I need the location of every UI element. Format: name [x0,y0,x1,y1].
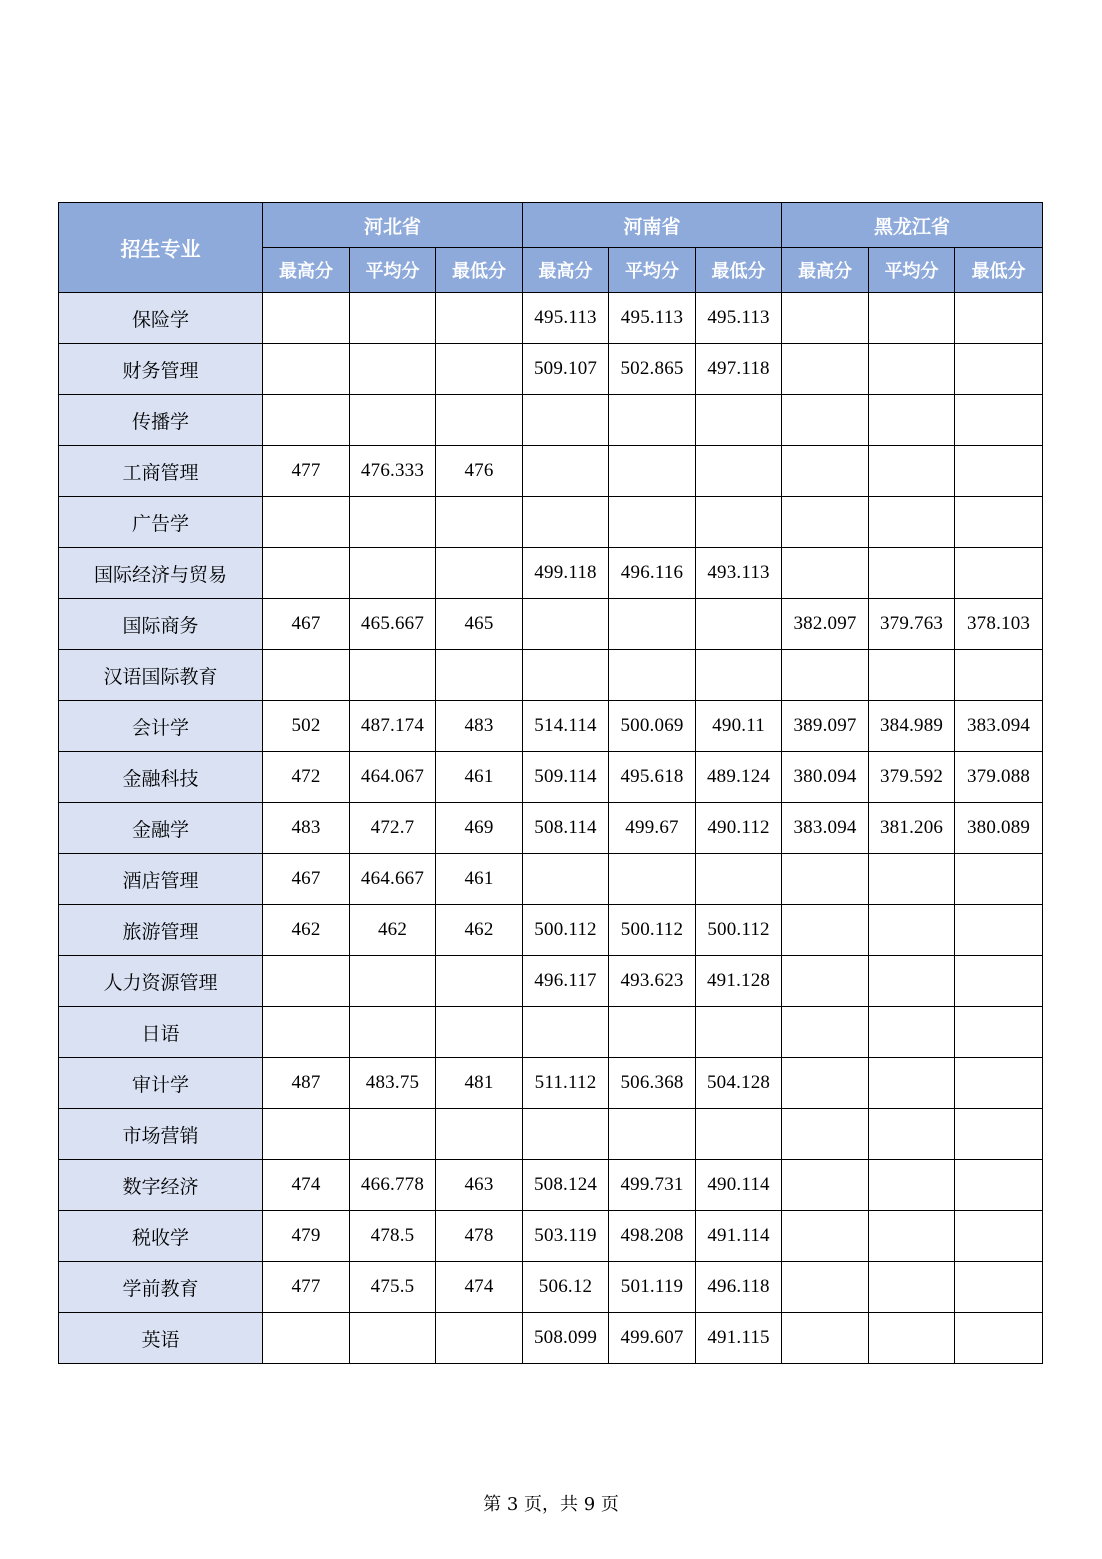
score-cell [955,650,1043,701]
score-cell [782,1058,869,1109]
score-cell [955,497,1043,548]
table-row [59,1109,1043,1160]
metric-header-avg: 平均分 [609,248,696,293]
score-cell [869,1211,955,1262]
score-cell [696,1109,782,1160]
score-cell: 502 [263,701,350,752]
major-name-cell: 金融学 [59,803,263,854]
score-cell [609,446,696,497]
table-row [59,956,1043,1007]
metric-header-max: 最高分 [782,248,869,293]
score-cell: 499.118 [523,548,609,599]
major-name-cell: 金融科技 [59,752,263,803]
score-cell: 506.368 [609,1058,696,1109]
score-cell [609,650,696,701]
table-row [59,344,1043,395]
table-row [59,395,1043,446]
score-cell: 479 [263,1211,350,1262]
score-cell [436,395,523,446]
score-cell [869,1160,955,1211]
score-cell [350,293,436,344]
score-cell: 474 [436,1262,523,1313]
major-name-cell: 财务管理 [59,344,263,395]
score-cell: 501.119 [609,1262,696,1313]
score-cell [609,395,696,446]
score-cell [696,650,782,701]
score-cell [263,395,350,446]
score-cell: 474 [263,1160,350,1211]
score-cell [782,548,869,599]
score-cell: 508.114 [523,803,609,854]
score-cell: 379.763 [869,599,955,650]
score-cell: 495.113 [696,293,782,344]
score-cell [350,497,436,548]
score-cell: 495.113 [609,293,696,344]
major-name-cell: 市场营销 [59,1109,263,1160]
score-cell: 462 [350,905,436,956]
score-cell [696,446,782,497]
major-name-cell: 日语 [59,1007,263,1058]
score-cell [869,1058,955,1109]
score-cell: 477 [263,446,350,497]
score-cell [869,1109,955,1160]
score-cell [955,446,1043,497]
score-cell: 487.174 [350,701,436,752]
table-row [59,854,1043,905]
major-name-cell: 会计学 [59,701,263,752]
score-cell [955,1109,1043,1160]
score-cell: 509.114 [523,752,609,803]
table-row [59,1160,1043,1211]
score-cell: 475.5 [350,1262,436,1313]
score-cell [782,650,869,701]
score-cell [955,854,1043,905]
score-cell [782,344,869,395]
score-cell [523,1109,609,1160]
score-cell: 466.778 [350,1160,436,1211]
score-cell [523,650,609,701]
score-cell: 461 [436,854,523,905]
score-cell [955,293,1043,344]
score-cell [955,1211,1043,1262]
score-cell: 511.112 [523,1058,609,1109]
score-cell: 514.114 [523,701,609,752]
score-cell: 487 [263,1058,350,1109]
score-cell [263,497,350,548]
metric-header-min: 最低分 [955,248,1043,293]
score-cell: 493.113 [696,548,782,599]
score-cell: 495.113 [523,293,609,344]
score-cell [869,1007,955,1058]
score-cell: 489.124 [696,752,782,803]
score-cell [436,1313,523,1364]
page-number-footer: 第 3 页，共 9 页 [483,1494,619,1515]
score-cell [523,1007,609,1058]
score-cell: 383.094 [782,803,869,854]
score-cell: 496.118 [696,1262,782,1313]
score-cell [263,293,350,344]
score-cell: 495.618 [609,752,696,803]
table-row [59,1211,1043,1262]
major-name-cell: 旅游管理 [59,905,263,956]
score-cell: 476 [436,446,523,497]
score-cell: 490.11 [696,701,782,752]
score-cell [955,395,1043,446]
score-cell: 500.069 [609,701,696,752]
score-cell [436,548,523,599]
major-name-cell: 汉语国际教育 [59,650,263,701]
major-name-cell: 学前教育 [59,1262,263,1313]
table-body [59,293,1043,1364]
score-cell [955,1262,1043,1313]
score-cell [955,548,1043,599]
score-cell: 476.333 [350,446,436,497]
score-cell [263,344,350,395]
score-cell: 465.667 [350,599,436,650]
score-cell: 461 [436,752,523,803]
score-cell [782,854,869,905]
major-name-cell: 工商管理 [59,446,263,497]
score-cell: 383.094 [955,701,1043,752]
score-cell [782,1262,869,1313]
score-cell [782,293,869,344]
table-row [59,905,1043,956]
score-cell: 503.119 [523,1211,609,1262]
score-cell: 502.865 [609,344,696,395]
score-cell: 509.107 [523,344,609,395]
major-name-cell: 审计学 [59,1058,263,1109]
score-cell: 472 [263,752,350,803]
score-cell [350,1313,436,1364]
score-cell [350,344,436,395]
score-cell [869,1313,955,1364]
score-cell: 478 [436,1211,523,1262]
score-cell [782,446,869,497]
score-cell [782,497,869,548]
score-cell [263,1007,350,1058]
score-cell: 477 [263,1262,350,1313]
score-cell: 379.592 [869,752,955,803]
score-cell: 472.7 [350,803,436,854]
score-cell: 462 [263,905,350,956]
metric-header-min: 最低分 [436,248,523,293]
score-cell [436,956,523,1007]
score-cell: 508.099 [523,1313,609,1364]
major-name-cell: 传播学 [59,395,263,446]
province-header-heilongjiang: 黑龙江省 [782,203,1043,248]
score-cell: 378.103 [955,599,1043,650]
score-cell [263,1313,350,1364]
score-cell [869,956,955,1007]
score-cell [782,956,869,1007]
score-cell [523,599,609,650]
major-column-header: 招生专业 [59,203,263,293]
score-cell: 506.12 [523,1262,609,1313]
score-cell: 382.097 [782,599,869,650]
score-cell [350,1007,436,1058]
score-cell [350,395,436,446]
metric-header-avg: 平均分 [869,248,955,293]
table-row [59,548,1043,599]
score-cell [263,956,350,1007]
score-cell [955,1007,1043,1058]
score-cell [955,344,1043,395]
score-cell: 381.206 [869,803,955,854]
table-row [59,752,1043,803]
score-cell [609,854,696,905]
table-row [59,497,1043,548]
score-cell [609,1007,696,1058]
score-cell [436,1109,523,1160]
score-cell [869,293,955,344]
score-cell [782,1109,869,1160]
score-cell: 500.112 [523,905,609,956]
score-cell [609,599,696,650]
score-cell [955,1313,1043,1364]
score-cell [436,1007,523,1058]
score-cell: 483 [263,803,350,854]
score-cell [696,395,782,446]
score-cell: 481 [436,1058,523,1109]
score-cell [782,1211,869,1262]
score-cell [869,395,955,446]
score-cell: 463 [436,1160,523,1211]
score-cell: 496.117 [523,956,609,1007]
score-cell [955,1160,1043,1211]
score-cell: 389.097 [782,701,869,752]
score-cell [782,1160,869,1211]
score-cell [782,905,869,956]
score-cell [869,548,955,599]
score-cell [436,344,523,395]
table-row [59,701,1043,752]
score-cell [350,548,436,599]
score-cell [869,1262,955,1313]
score-cell [609,1109,696,1160]
score-cell [696,497,782,548]
score-cell: 462 [436,905,523,956]
score-cell: 491.114 [696,1211,782,1262]
score-cell [523,854,609,905]
score-cell: 508.124 [523,1160,609,1211]
score-cell [436,650,523,701]
score-cell [263,1109,350,1160]
score-cell [955,1058,1043,1109]
score-cell: 504.128 [696,1058,782,1109]
table-row [59,1058,1043,1109]
table-row [59,803,1043,854]
score-cell: 490.112 [696,803,782,854]
major-name-cell: 国际商务 [59,599,263,650]
header-row-provinces [59,203,1043,248]
table-row [59,599,1043,650]
score-table [58,202,1043,1364]
metric-header-min: 最低分 [696,248,782,293]
score-cell: 483 [436,701,523,752]
score-cell [696,599,782,650]
score-cell: 469 [436,803,523,854]
score-cell [263,548,350,599]
metric-header-max: 最高分 [263,248,350,293]
table-row [59,1262,1043,1313]
score-cell [869,905,955,956]
score-cell: 493.623 [609,956,696,1007]
province-header-hebei: 河北省 [263,203,523,248]
score-cell: 499.607 [609,1313,696,1364]
score-cell: 464.067 [350,752,436,803]
score-cell [436,293,523,344]
score-cell: 499.67 [609,803,696,854]
score-cell: 500.112 [609,905,696,956]
table-row [59,1313,1043,1364]
score-cell [350,1109,436,1160]
score-cell: 500.112 [696,905,782,956]
major-name-cell: 税收学 [59,1211,263,1262]
major-name-cell: 酒店管理 [59,854,263,905]
score-cell [955,956,1043,1007]
score-cell: 380.094 [782,752,869,803]
score-cell [523,446,609,497]
metric-header-max: 最高分 [523,248,609,293]
major-name-cell: 人力资源管理 [59,956,263,1007]
table-row [59,446,1043,497]
table-row [59,1007,1043,1058]
score-cell: 498.208 [609,1211,696,1262]
score-cell [696,854,782,905]
score-cell [869,854,955,905]
score-cell: 464.667 [350,854,436,905]
score-cell: 384.989 [869,701,955,752]
score-cell: 380.089 [955,803,1043,854]
score-cell: 499.731 [609,1160,696,1211]
metric-header-avg: 平均分 [350,248,436,293]
major-name-cell: 广告学 [59,497,263,548]
score-cell: 491.115 [696,1313,782,1364]
table-row [59,650,1043,701]
score-cell: 478.5 [350,1211,436,1262]
score-cell [350,956,436,1007]
table-row [59,293,1043,344]
score-cell: 467 [263,599,350,650]
score-cell [782,1313,869,1364]
score-cell: 491.128 [696,956,782,1007]
score-cell [263,650,350,701]
score-cell [350,650,436,701]
score-cell [436,497,523,548]
score-cell: 497.118 [696,344,782,395]
score-cell [523,395,609,446]
province-header-henan: 河南省 [523,203,782,248]
score-cell [609,497,696,548]
score-cell [696,1007,782,1058]
major-name-cell: 英语 [59,1313,263,1364]
score-cell: 483.75 [350,1058,436,1109]
score-cell [869,344,955,395]
score-cell [869,650,955,701]
score-cell: 465 [436,599,523,650]
major-name-cell: 国际经济与贸易 [59,548,263,599]
score-cell [782,1007,869,1058]
score-cell [523,497,609,548]
score-cell: 467 [263,854,350,905]
score-cell [782,395,869,446]
score-cell [955,905,1043,956]
score-cell [869,497,955,548]
major-name-cell: 保险学 [59,293,263,344]
score-cell [869,446,955,497]
score-cell: 490.114 [696,1160,782,1211]
score-cell: 496.116 [609,548,696,599]
major-name-cell: 数字经济 [59,1160,263,1211]
score-cell: 379.088 [955,752,1043,803]
